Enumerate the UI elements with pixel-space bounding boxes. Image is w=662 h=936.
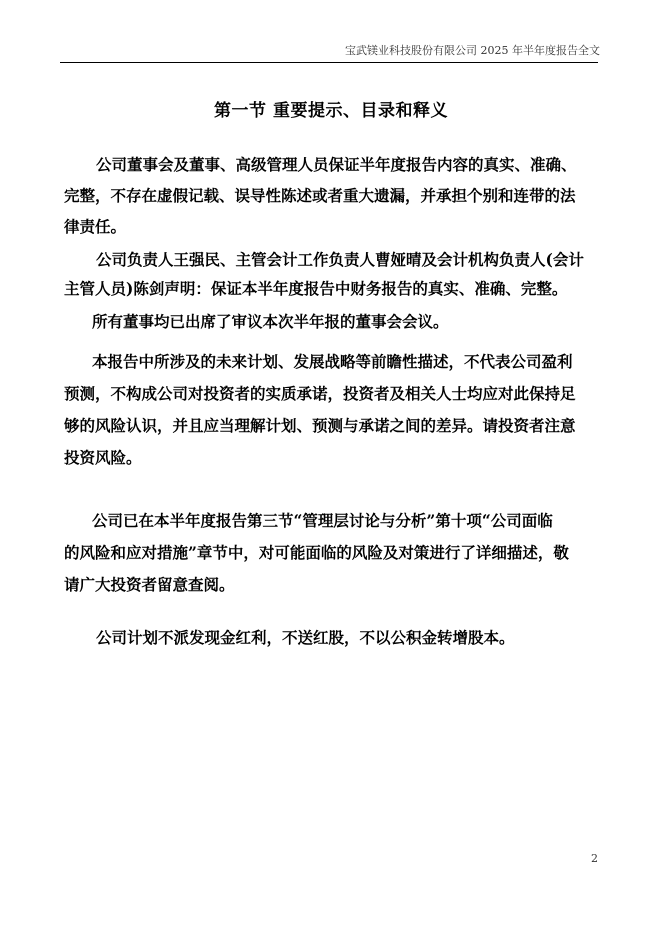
paragraph-line: 公司计划不派发现金红利，不送红股，不以公积金转增股本。: [96, 628, 515, 647]
paragraph-attendance: [64, 307, 594, 336]
header-title: 宝武镁业科技股份有限公司 2025 年半年度报告全文: [345, 44, 600, 57]
paragraph-line: 投资风险。: [64, 448, 142, 467]
paragraph-line: 请广大投资者留意查阅。: [64, 575, 235, 594]
paragraph-line: 律责任。: [64, 217, 127, 236]
paragraph-line: 本报告中所涉及的未来计划、发展战略等前瞻性描述，不代表公司盈利: [92, 352, 573, 371]
paragraph-responsibility: [64, 149, 594, 242]
paragraph-line: 预测，不构成公司对投资者的实质承诺，投资者及相关人士均应对此保持足: [64, 384, 576, 403]
paragraph-line: 主管人员)陈剑声明：保证本半年度报告中财务报告的真实、准确、完整。: [64, 279, 568, 298]
paragraph-line: 的风险和应对措施”章节中，对可能面临的风险及对策进行了详细描述，敬: [64, 543, 569, 562]
header-divider: [60, 62, 598, 63]
paragraph-dividend: [64, 622, 594, 654]
paragraph-line: 公司负责人王强民、主管会计工作负责人曹娅晴及会计机构负责人(会计: [96, 250, 584, 269]
paragraph-line: 完整，不存在虚假记载、误导性陈述或者重大遗漏，并承担个别和连带的法: [64, 186, 576, 205]
paragraph-risk: [64, 505, 594, 601]
section-title: 第一节 重要提示、目录和释义: [214, 101, 448, 121]
paragraph-declaration: [64, 245, 594, 303]
paragraph-line: 公司董事会及董事、高级管理人员保证半年度报告内容的真实、准确、: [96, 155, 577, 174]
paragraph-line: 所有董事均已出席了审议本次半年报的董事会会议。: [92, 312, 449, 331]
page-number: 2: [591, 852, 598, 865]
paragraph-line: 够的风险认识，并且应当理解计划、预测与承诺之间的差异。请投资者注意: [64, 416, 576, 435]
paragraph-forward-looking: [64, 346, 594, 474]
paragraph-line: 公司已在本半年度报告第三节“管理层讨论与分析”第十项“公司面临: [92, 511, 553, 530]
